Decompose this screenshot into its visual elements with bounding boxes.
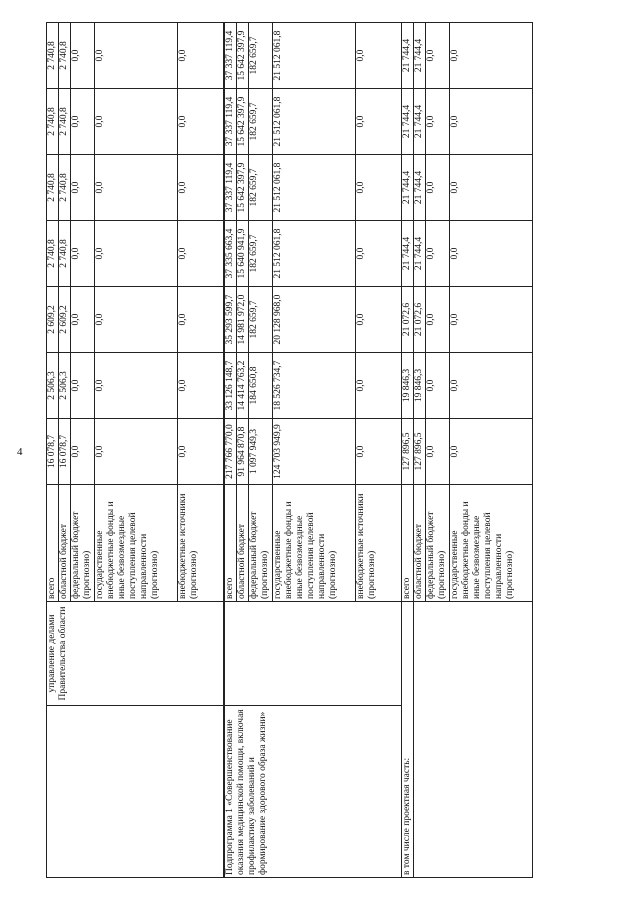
value-cell: 182 659,7 bbox=[248, 155, 272, 221]
value-cell: 0,0 bbox=[178, 23, 224, 89]
value-cell: 21 744,4 bbox=[413, 155, 425, 221]
value-cell: 2 740,8 bbox=[59, 221, 71, 287]
value-cell: 127 896,5 bbox=[401, 419, 413, 485]
value-cell: 21 744,4 bbox=[413, 221, 425, 287]
source-label: всего bbox=[401, 485, 413, 602]
value-cell: 0,0 bbox=[425, 23, 449, 89]
value-cell: 2 506,3 bbox=[59, 353, 71, 419]
value-cell: 0,0 bbox=[71, 287, 95, 353]
value-cell: 2 740,8 bbox=[59, 155, 71, 221]
value-cell: 0,0 bbox=[95, 89, 178, 155]
value-cell: 37 337 119,4 bbox=[224, 89, 237, 155]
subprogram-name-cell: Подпрограмма 1 «Совершенствование оказания медицинской помощи, включая профилактику заболеваний и формирование здорового образа жизни» bbox=[224, 706, 402, 878]
value-cell: 0,0 bbox=[425, 419, 449, 485]
value-cell: 0,0 bbox=[71, 23, 95, 89]
value-cell: 16 078,7 bbox=[47, 419, 59, 485]
value-cell: 0,0 bbox=[425, 155, 449, 221]
budget-table bbox=[46, 22, 533, 878]
value-cell: 0,0 bbox=[178, 419, 224, 485]
value-cell: 0,0 bbox=[449, 287, 532, 353]
table-row bbox=[224, 23, 237, 878]
executor-cell: управление делами Правительства области bbox=[47, 602, 224, 706]
source-label: областной бюджет bbox=[59, 485, 71, 602]
program-name-cell bbox=[47, 706, 224, 878]
value-cell: 0,0 bbox=[95, 419, 178, 485]
value-cell: 2 609,2 bbox=[59, 287, 71, 353]
source-label: федеральный бюджет (прогнозно) bbox=[425, 485, 449, 602]
value-cell: 35 293 599,7 bbox=[224, 287, 237, 353]
value-cell: 127 896,5 bbox=[413, 419, 425, 485]
value-cell: 21 744,4 bbox=[401, 221, 413, 287]
value-cell: 21 744,4 bbox=[401, 23, 413, 89]
value-cell: 0,0 bbox=[95, 155, 178, 221]
value-cell: 0,0 bbox=[355, 89, 401, 155]
value-cell: 19 846,3 bbox=[413, 353, 425, 419]
value-cell: 2 740,8 bbox=[47, 155, 59, 221]
value-cell: 0,0 bbox=[425, 287, 449, 353]
executor-cell bbox=[224, 602, 402, 706]
value-cell: 0,0 bbox=[95, 353, 178, 419]
value-cell: 0,0 bbox=[449, 155, 532, 221]
value-cell: 2 740,8 bbox=[47, 23, 59, 89]
value-cell: 182 659,7 bbox=[248, 89, 272, 155]
value-cell: 21 744,4 bbox=[401, 89, 413, 155]
value-cell: 21 744,4 bbox=[413, 23, 425, 89]
source-label: государственные внебюджетные фонды и иные безвозмездные поступления целевой направленности (прогнозно) bbox=[95, 485, 178, 602]
value-cell: 21 744,4 bbox=[401, 155, 413, 221]
source-label: всего bbox=[47, 485, 59, 602]
source-label: федеральный бюджет (прогнозно) bbox=[71, 485, 95, 602]
source-label: федеральный бюджет (прогнозно) bbox=[248, 485, 272, 602]
table-row bbox=[47, 23, 59, 878]
value-cell: 21 512 061,8 bbox=[272, 89, 355, 155]
value-cell: 15 642 397,9 bbox=[236, 23, 248, 89]
project-part-blank bbox=[413, 602, 532, 878]
value-cell: 2 740,8 bbox=[59, 89, 71, 155]
value-cell: 37 337 119,4 bbox=[224, 23, 237, 89]
value-cell: 0,0 bbox=[95, 221, 178, 287]
value-cell: 0,0 bbox=[355, 287, 401, 353]
source-label: государственные внебюджетные фонды и иные безвозмездные поступления целевой направленности (прогнозно) bbox=[449, 485, 532, 602]
value-cell: 37 335 663,4 bbox=[224, 221, 237, 287]
value-cell: 0,0 bbox=[178, 353, 224, 419]
value-cell: 2 740,8 bbox=[47, 221, 59, 287]
table-row bbox=[401, 23, 413, 878]
value-cell: 19 846,3 bbox=[401, 353, 413, 419]
page-number: 4 bbox=[17, 446, 23, 458]
source-label: областной бюджет bbox=[413, 485, 425, 602]
value-cell: 2 609,2 bbox=[47, 287, 59, 353]
value-cell: 0,0 bbox=[449, 23, 532, 89]
value-cell: 0,0 bbox=[71, 155, 95, 221]
value-cell: 0,0 bbox=[178, 221, 224, 287]
value-cell: 21 512 061,8 bbox=[272, 221, 355, 287]
value-cell: 217 766 770,0 bbox=[224, 419, 237, 485]
value-cell: 0,0 bbox=[95, 287, 178, 353]
value-cell: 0,0 bbox=[449, 89, 532, 155]
value-cell: 14 414 763,2 bbox=[236, 353, 248, 419]
source-label: государственные внебюджетные фонды и иные безвозмездные поступления целевой направленности (прогнозно) bbox=[272, 485, 355, 602]
value-cell: 21 072,6 bbox=[413, 287, 425, 353]
value-cell: 0,0 bbox=[178, 155, 224, 221]
value-cell: 0,0 bbox=[71, 419, 95, 485]
value-cell: 184 650,8 bbox=[248, 353, 272, 419]
value-cell: 2 740,8 bbox=[59, 23, 71, 89]
value-cell: 20 128 968,0 bbox=[272, 287, 355, 353]
value-cell: 21 744,4 bbox=[413, 89, 425, 155]
value-cell: 0,0 bbox=[178, 287, 224, 353]
value-cell: 15 642 397,9 bbox=[236, 89, 248, 155]
value-cell: 182 659,7 bbox=[248, 221, 272, 287]
value-cell: 15 642 397,9 bbox=[236, 155, 248, 221]
value-cell: 182 659,7 bbox=[248, 287, 272, 353]
value-cell: 91 964 870,8 bbox=[236, 419, 248, 485]
value-cell: 0,0 bbox=[355, 353, 401, 419]
table-row bbox=[413, 23, 425, 878]
value-cell: 0,0 bbox=[449, 419, 532, 485]
rotated-table-container bbox=[46, 30, 614, 878]
value-cell: 0,0 bbox=[425, 353, 449, 419]
value-cell: 124 703 949,9 bbox=[272, 419, 355, 485]
value-cell: 0,0 bbox=[71, 221, 95, 287]
value-cell: 182 659,7 bbox=[248, 23, 272, 89]
value-cell: 37 337 119,4 bbox=[224, 155, 237, 221]
project-part-label: в том числе проектная часть: bbox=[401, 602, 413, 878]
value-cell: 0,0 bbox=[449, 353, 532, 419]
value-cell: 0,0 bbox=[178, 89, 224, 155]
value-cell: 14 981 972,0 bbox=[236, 287, 248, 353]
value-cell: 0,0 bbox=[355, 23, 401, 89]
value-cell: 1 097 949,3 bbox=[248, 419, 272, 485]
value-cell: 0,0 bbox=[449, 221, 532, 287]
value-cell: 0,0 bbox=[425, 221, 449, 287]
source-label: областной бюджет bbox=[236, 485, 248, 602]
value-cell: 21 512 061,8 bbox=[272, 23, 355, 89]
value-cell: 0,0 bbox=[355, 419, 401, 485]
value-cell: 0,0 bbox=[355, 155, 401, 221]
value-cell: 18 526 734,7 bbox=[272, 353, 355, 419]
value-cell: 0,0 bbox=[425, 89, 449, 155]
source-label: внебюджетные источники (прогнозно) bbox=[355, 485, 401, 602]
value-cell: 0,0 bbox=[71, 353, 95, 419]
value-cell: 0,0 bbox=[71, 89, 95, 155]
value-cell: 0,0 bbox=[355, 221, 401, 287]
value-cell: 2 506,3 bbox=[47, 353, 59, 419]
value-cell: 2 740,8 bbox=[47, 89, 59, 155]
value-cell: 15 640 941,9 bbox=[236, 221, 248, 287]
value-cell: 21 072,6 bbox=[401, 287, 413, 353]
value-cell: 33 126 148,7 bbox=[224, 353, 237, 419]
source-label: всего bbox=[224, 485, 237, 602]
value-cell: 0,0 bbox=[95, 23, 178, 89]
value-cell: 21 512 061,8 bbox=[272, 155, 355, 221]
value-cell: 16 078,7 bbox=[59, 419, 71, 485]
source-label: внебюджетные источники (прогнозно) bbox=[178, 485, 224, 602]
